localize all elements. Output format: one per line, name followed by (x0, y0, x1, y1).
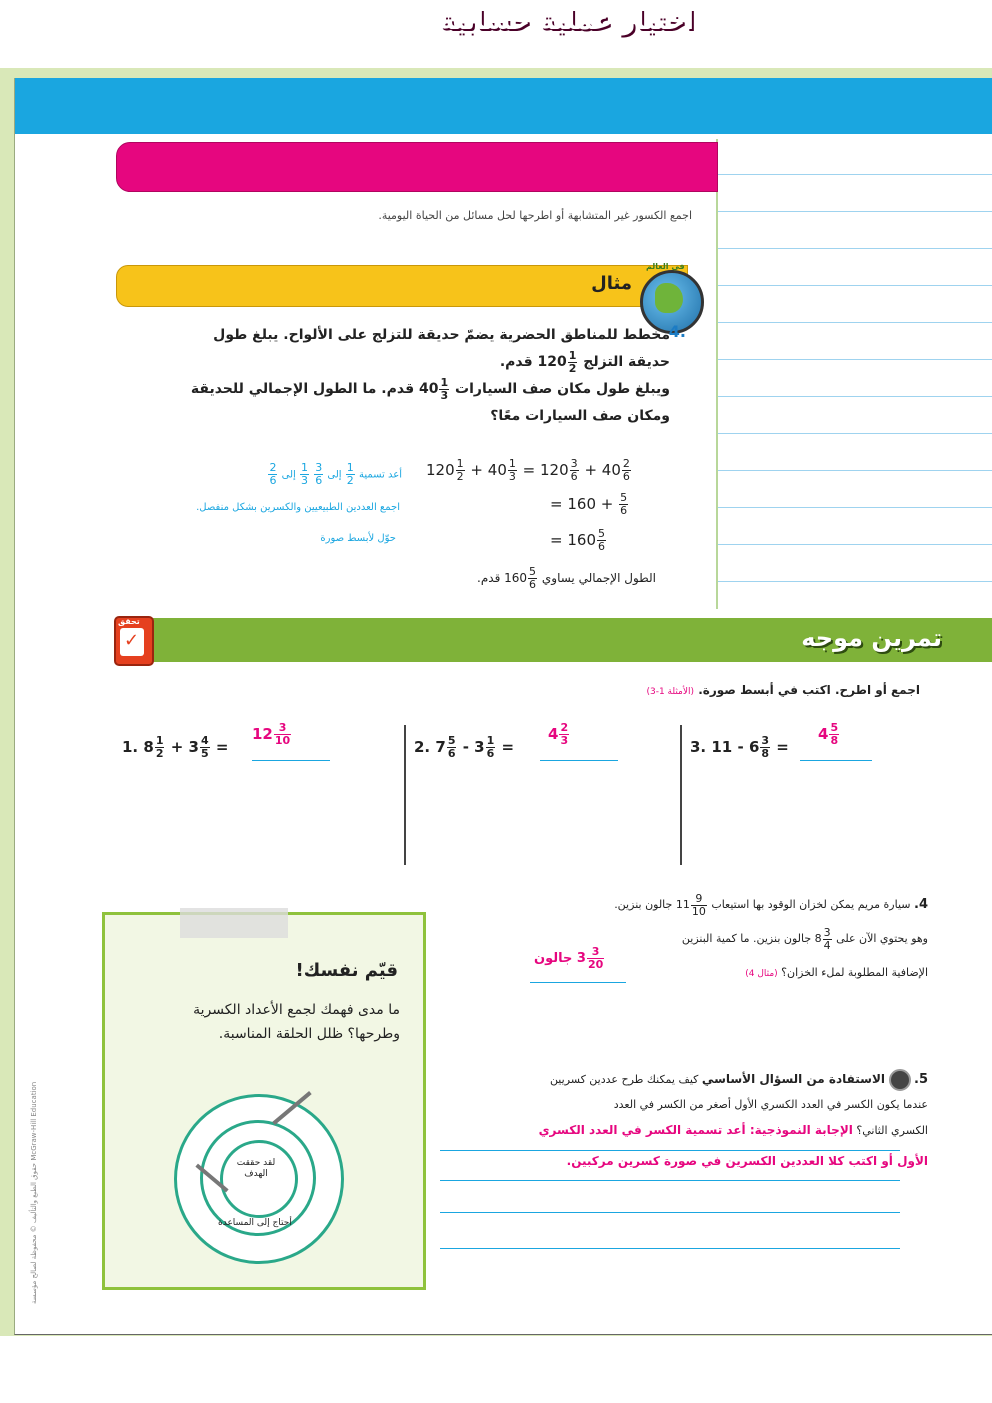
fraction (568, 350, 578, 375)
fraction (559, 722, 569, 747)
practice-answer-3[interactable] (818, 722, 840, 747)
solution-step-3 (550, 528, 607, 553)
text: الكسري الثاني؟ (856, 1124, 928, 1137)
practice-directions (646, 683, 920, 697)
numerator: 3 (587, 946, 604, 959)
whole: 3 (576, 951, 586, 966)
text: قدم. (477, 571, 501, 585)
whole: 160 (504, 571, 528, 585)
problem-line (448, 1115, 928, 1146)
problem-line (448, 1064, 928, 1095)
answer-line-5c (440, 1212, 900, 1213)
whole: 120 (540, 461, 569, 479)
numerator: 1 (486, 734, 495, 747)
whole: 40 (419, 381, 439, 397)
text: قدم. ما الطول الإجمالي للحديقة (190, 381, 415, 397)
denominator: 2 (568, 361, 577, 375)
operator: + (600, 495, 614, 513)
text: كيف يمكنك طرح عددين كسريين (549, 1073, 699, 1086)
word-problem-5 (448, 1064, 928, 1176)
fraction (508, 458, 517, 483)
text: الإضافية المطلوبة لملء الخزان؟ (781, 966, 928, 979)
copyright-credit: حقوق الطبع والتأليف © محفوظة لصالح مؤسسة McGraw-Hill Education (30, 1081, 38, 1304)
practice-title: تمرين موجه (801, 624, 942, 652)
check-label: تحقق (118, 617, 140, 626)
example-problem (130, 322, 670, 430)
text: جالون بنزين. (614, 898, 673, 911)
whole: 11 (711, 738, 733, 756)
globe-caption: في العالم (646, 262, 685, 271)
word-problem-4 (488, 888, 928, 991)
fraction (528, 566, 537, 591)
whole: 40 (601, 461, 621, 479)
notebook-margin (716, 139, 992, 609)
denominator: 6 (622, 470, 630, 483)
numerator: 5 (447, 734, 456, 747)
denominator: 2 (155, 747, 164, 760)
mixed-number (675, 891, 708, 918)
whole: 3 (188, 738, 199, 756)
whole: 120 (537, 354, 567, 370)
mixed-number (504, 565, 538, 591)
denominator: 3 (560, 734, 569, 747)
operator: + (584, 461, 598, 479)
whole: 8 (814, 932, 822, 945)
denominator: 10 (691, 904, 706, 918)
lesson-title-bar (116, 142, 718, 192)
numerator: 1 (508, 457, 516, 470)
numerator: 1 (456, 457, 464, 470)
globe-land-icon (655, 283, 683, 313)
numerator: 4 (200, 734, 209, 747)
solution-step-1 (426, 458, 632, 483)
mixed-number (576, 945, 605, 971)
tape-decoration (180, 908, 288, 938)
answer-line-5a (440, 1150, 900, 1151)
step-1-note (267, 462, 402, 487)
sample-answer[interactable]: الإجابة النموذجية: أعد تسمية الكسر في العدد الكسري (538, 1123, 853, 1137)
mixed-number (419, 375, 450, 402)
denominator: 5 (200, 747, 209, 760)
operator: - (462, 738, 469, 756)
item-number: 3. (690, 738, 707, 756)
numerator: 1 (440, 375, 449, 389)
denominator: 20 (587, 958, 604, 971)
numerator: 3 (315, 461, 323, 474)
whole: 40 (487, 461, 507, 479)
fraction (587, 946, 604, 971)
mixed-number (537, 348, 579, 375)
practice-answer-1[interactable] (252, 722, 292, 747)
problem-line: ومكان صف السيارات معًا؟ (490, 408, 670, 424)
numerator: 5 (620, 491, 628, 504)
denominator: 6 (620, 504, 628, 517)
answer-line-1 (252, 760, 330, 761)
numerator: 3 (823, 925, 831, 939)
practice-answer-2[interactable] (548, 722, 570, 747)
numerator: 5 (529, 565, 537, 578)
fraction (274, 722, 291, 747)
denominator: 3 (301, 474, 309, 487)
numerator: 1 (301, 461, 309, 474)
item-number: 2. (414, 738, 431, 756)
text: الطول الإجمالي يساوي (541, 571, 656, 585)
header-bar (15, 78, 992, 134)
fraction (447, 735, 457, 760)
text: ويبلغ طول مكان صف السيارات (455, 381, 670, 397)
column-divider (404, 725, 406, 865)
denominator: 2 (456, 470, 464, 483)
fraction (691, 893, 707, 918)
whole: 8 (143, 738, 154, 756)
numerator: 1 (568, 348, 577, 362)
self-check-body: ما مدى فهمك لجمع الأعداد الكسرية وطرحها؟ ظلل الحلقة المناسبة. (193, 1002, 400, 1042)
lesson-subtitle: اجمع الكسور غير المتشابهة أو اطرحها لحل مسائل من الحياة اليومية. (378, 209, 692, 222)
essential-question-icon (889, 1069, 911, 1091)
fraction (570, 458, 579, 483)
answer-line-4 (530, 982, 626, 983)
fraction (314, 462, 323, 487)
fraction (268, 462, 277, 487)
step-3-note: حوّل لأبسط صورة (320, 533, 396, 544)
whole: 11 (675, 898, 690, 911)
fraction (760, 735, 770, 760)
equals: = (776, 738, 789, 756)
answer-line-5b (440, 1180, 900, 1181)
fraction (155, 735, 165, 760)
operator: + (170, 738, 184, 756)
equals: = (550, 531, 563, 549)
item-number: 1. (122, 738, 139, 756)
fraction (456, 458, 465, 483)
fraction (200, 735, 210, 760)
solution-step-2 (550, 492, 629, 517)
denominator: 4 (823, 938, 831, 952)
numerator: 9 (691, 893, 707, 906)
text: وهو يحتوي الآن على (836, 932, 928, 945)
denominator: 8 (761, 747, 770, 760)
whole: 12 (252, 725, 273, 743)
whole: 4 (548, 725, 559, 743)
example-label: مثال (591, 273, 632, 294)
target-center-label: لقد حققت الهدف (236, 1158, 276, 1179)
equals: = (550, 495, 563, 513)
whole: 160 (567, 531, 596, 549)
text: قدم. (499, 354, 533, 370)
denominator: 6 (486, 747, 495, 760)
example-number: 4. (668, 322, 686, 341)
denominator: 10 (274, 734, 291, 747)
equals: = (522, 461, 536, 479)
fraction (622, 458, 631, 483)
note-text: أعد تسمية (358, 469, 402, 481)
problem-line[interactable]: الأول أو اكتب كلا العددين الكسرين في صورة كسرين مركبين. (566, 1154, 928, 1168)
step-2-note: اجمع العددين الطبيعيين والكسرين بشكل منفصل. (196, 502, 400, 513)
fraction (486, 735, 496, 760)
item-number: 5. (914, 1072, 928, 1087)
whole: 6 (748, 738, 760, 756)
whole: 120 (426, 461, 455, 479)
text: سيارة مريم يمكن لخزان الوقود بها استيعاب (711, 898, 911, 911)
lesson-title: اختيار عملية حسابية (439, 6, 694, 36)
operator: + (470, 461, 483, 479)
problem-line: عندما يكون الكسر في العدد الكسري الأول أصغر من الكسر في العدد (613, 1098, 928, 1111)
directions-text: اجمع أو اطرح. اكتب في أبسط صورة. (698, 683, 920, 697)
numerator: 1 (155, 734, 164, 747)
note-text: إلى (281, 469, 296, 481)
fraction (300, 462, 309, 487)
checkmark-glyph-icon: ✓ (124, 630, 140, 651)
denominator: 6 (447, 747, 456, 760)
target-outer-label: أحتاج إلى المساعدة (218, 1218, 292, 1228)
answer-line-2 (540, 760, 618, 761)
heading: الاستفادة من السؤال الأساسي (701, 1072, 885, 1086)
numerator: 5 (830, 721, 839, 734)
numerator: 5 (598, 527, 605, 540)
denominator: 3 (440, 388, 449, 402)
denominator: 2 (346, 474, 354, 487)
denominator: 8 (830, 734, 839, 747)
numerator: 1 (346, 461, 354, 474)
text: جالون بنزين. ما كمية البنزين (681, 932, 812, 945)
fraction (619, 492, 628, 517)
whole: 4 (818, 725, 829, 743)
problem-line (130, 349, 670, 376)
equals: = (215, 738, 229, 756)
whole: 7 (435, 738, 446, 756)
problem-line (488, 888, 928, 922)
practice-item-3 (690, 735, 789, 760)
fraction (829, 722, 839, 747)
directions-ref: (الأمثلة 1-3) (646, 687, 695, 697)
text: حديقة التزلج (583, 354, 670, 370)
answer-line-3 (800, 760, 872, 761)
numerator: 3 (570, 457, 578, 470)
denominator: 6 (315, 474, 323, 487)
denominator: 6 (598, 540, 605, 553)
denominator: 6 (269, 474, 277, 487)
numerator: 3 (761, 734, 770, 747)
column-divider (680, 725, 682, 865)
numerator: 3 (274, 722, 291, 735)
denominator: 6 (529, 578, 537, 591)
operator: - (737, 738, 744, 756)
numerator: 2 (269, 461, 277, 474)
mixed-number (814, 925, 833, 952)
unit: جالون (534, 951, 573, 966)
fraction (439, 377, 449, 402)
equals: = (501, 738, 515, 756)
numerator: 2 (622, 457, 630, 470)
fraction (346, 462, 355, 487)
example-conclusion (477, 566, 656, 591)
self-check-title: قيّم نفسك! (295, 960, 398, 981)
word-problem-4-answer[interactable] (534, 946, 605, 971)
problem-line (130, 376, 670, 403)
numerator: 2 (560, 721, 569, 734)
fraction (597, 528, 606, 553)
problem-line: مخطط للمناطق الحضرية يضمّ حديقة للتزلج على الألواح. يبلغ طول (213, 327, 670, 343)
denominator: 6 (570, 470, 578, 483)
answer-line-5d (440, 1248, 900, 1249)
fraction (823, 927, 832, 952)
whole: 160 (567, 495, 596, 513)
example-ref: (مثال 4) (745, 969, 778, 979)
note-text: إلى (327, 469, 342, 481)
item-number: 4. (914, 897, 928, 912)
whole: 3 (474, 738, 485, 756)
practice-item-2 (414, 735, 514, 760)
practice-item-1 (122, 735, 228, 760)
denominator: 3 (508, 470, 516, 483)
